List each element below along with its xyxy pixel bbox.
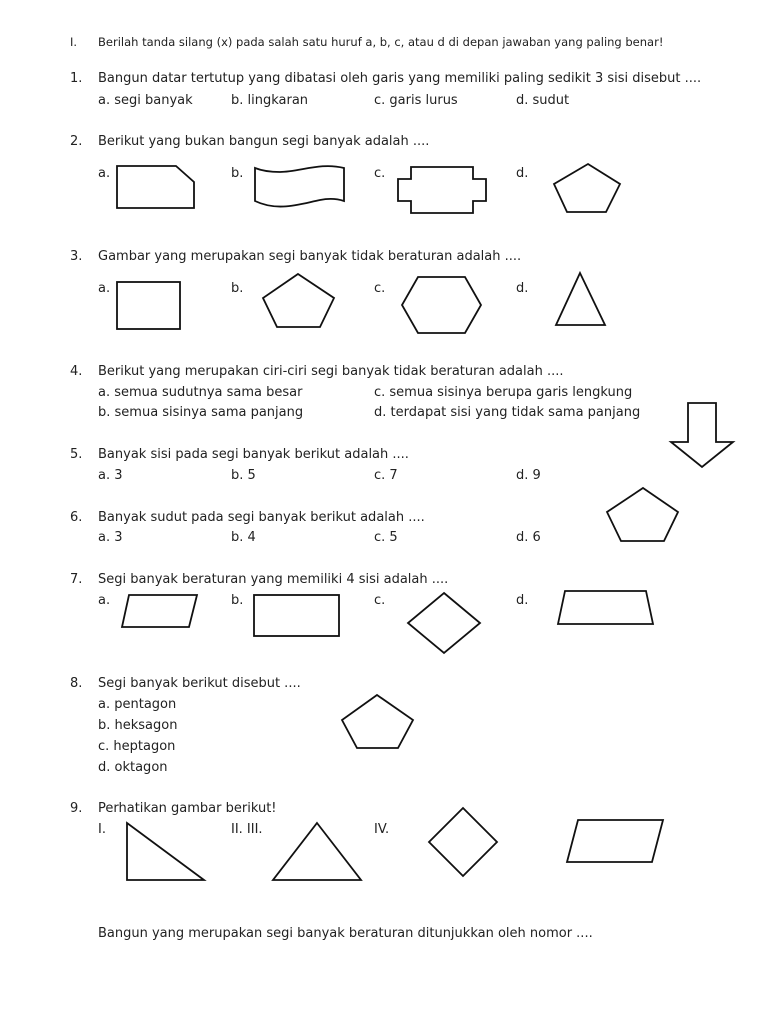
q8-option-a[interactable]: a. pentagon: [98, 697, 177, 712]
q6-option-d[interactable]: d. 6: [516, 530, 541, 545]
q8-option-d[interactable]: d. oktagon: [98, 760, 168, 775]
q2-option-c[interactable]: c.: [374, 166, 386, 181]
q5-number: 5.: [70, 447, 83, 462]
q3-question: Gambar yang merupakan segi banyak tidak beraturan adalah ....: [98, 249, 522, 264]
q7-option-a[interactable]: a.: [98, 593, 111, 608]
q1-option-a[interactable]: a. segi banyak: [98, 93, 193, 108]
q9-label-i: I.: [98, 822, 106, 837]
q5-option-d[interactable]: d. 9: [516, 468, 541, 483]
q7-option-c[interactable]: c.: [374, 593, 386, 608]
q4-option-b[interactable]: b. semua sisinya sama panjang: [98, 405, 304, 420]
q8-number: 8.: [70, 676, 83, 691]
q8-option-c[interactable]: c. heptagon: [98, 739, 176, 754]
q1-option-d[interactable]: d. sudut: [516, 93, 570, 108]
q4-question: Berikut yang merupakan ciri-ciri segi banyak tidak beraturan adalah ....: [98, 364, 564, 379]
q7-option-d[interactable]: d.: [516, 593, 529, 608]
q7-number: 7.: [70, 572, 83, 587]
instruction-text: Berilah tanda silang (x) pada salah satu huruf a, b, c, atau d di depan jawaban yang paling benar!: [98, 35, 664, 49]
q7-question: Segi banyak beraturan yang memiliki 4 sisi adalah ....: [98, 572, 449, 587]
q2-question: Berikut yang bukan bangun segi banyak adalah ....: [98, 134, 430, 149]
q4-number: 4.: [70, 364, 83, 379]
q9-label-ii-iii: II. III.: [231, 822, 263, 837]
q3-option-b[interactable]: b.: [231, 281, 244, 296]
q9-followup-question: Bangun yang merupakan segi banyak beraturan ditunjukkan oleh nomor ....: [98, 926, 593, 941]
q3-number: 3.: [70, 249, 83, 264]
q9-label-iv: IV.: [374, 822, 390, 837]
q6-option-a[interactable]: a. 3: [98, 530, 123, 545]
q4-option-c[interactable]: c. semua sisinya berupa garis lengkung: [374, 385, 633, 400]
q8-option-b[interactable]: b. heksagon: [98, 718, 178, 733]
q3-option-d[interactable]: d.: [516, 281, 529, 296]
q9-number: 9.: [70, 801, 83, 816]
q5-question: Banyak sisi pada segi banyak berikut adalah ....: [98, 447, 409, 462]
q3-option-c[interactable]: c.: [374, 281, 386, 296]
q9-question: Perhatikan gambar berikut!: [98, 801, 277, 816]
q1-option-c[interactable]: c. garis lurus: [374, 93, 458, 108]
q1-number: 1.: [70, 71, 83, 86]
q6-question: Banyak sudut pada segi banyak berikut adalah ....: [98, 510, 425, 525]
instruction-number: I.: [70, 35, 78, 49]
q1-question: Bangun datar tertutup yang dibatasi oleh garis yang memiliki paling sedikit 3 sisi disebut ....: [98, 71, 702, 86]
q2-option-a[interactable]: a.: [98, 166, 111, 181]
q4-option-a[interactable]: a. semua sudutnya sama besar: [98, 385, 303, 400]
q7-option-b[interactable]: b.: [231, 593, 244, 608]
q2-number: 2.: [70, 134, 83, 149]
q6-option-b[interactable]: b. 4: [231, 530, 256, 545]
q2-option-d[interactable]: d.: [516, 166, 529, 181]
q8-question: Segi banyak berikut disebut ....: [98, 676, 301, 691]
q3-option-a[interactable]: a.: [98, 281, 111, 296]
q6-option-c[interactable]: c. 5: [374, 530, 398, 545]
q1-option-b[interactable]: b. lingkaran: [231, 93, 309, 108]
q5-option-c[interactable]: c. 7: [374, 468, 398, 483]
q2-option-b[interactable]: b.: [231, 166, 244, 181]
q6-number: 6.: [70, 510, 83, 525]
q5-option-b[interactable]: b. 5: [231, 468, 256, 483]
q4-option-d[interactable]: d. terdapat sisi yang tidak sama panjang: [374, 405, 641, 420]
q5-option-a[interactable]: a. 3: [98, 468, 123, 483]
